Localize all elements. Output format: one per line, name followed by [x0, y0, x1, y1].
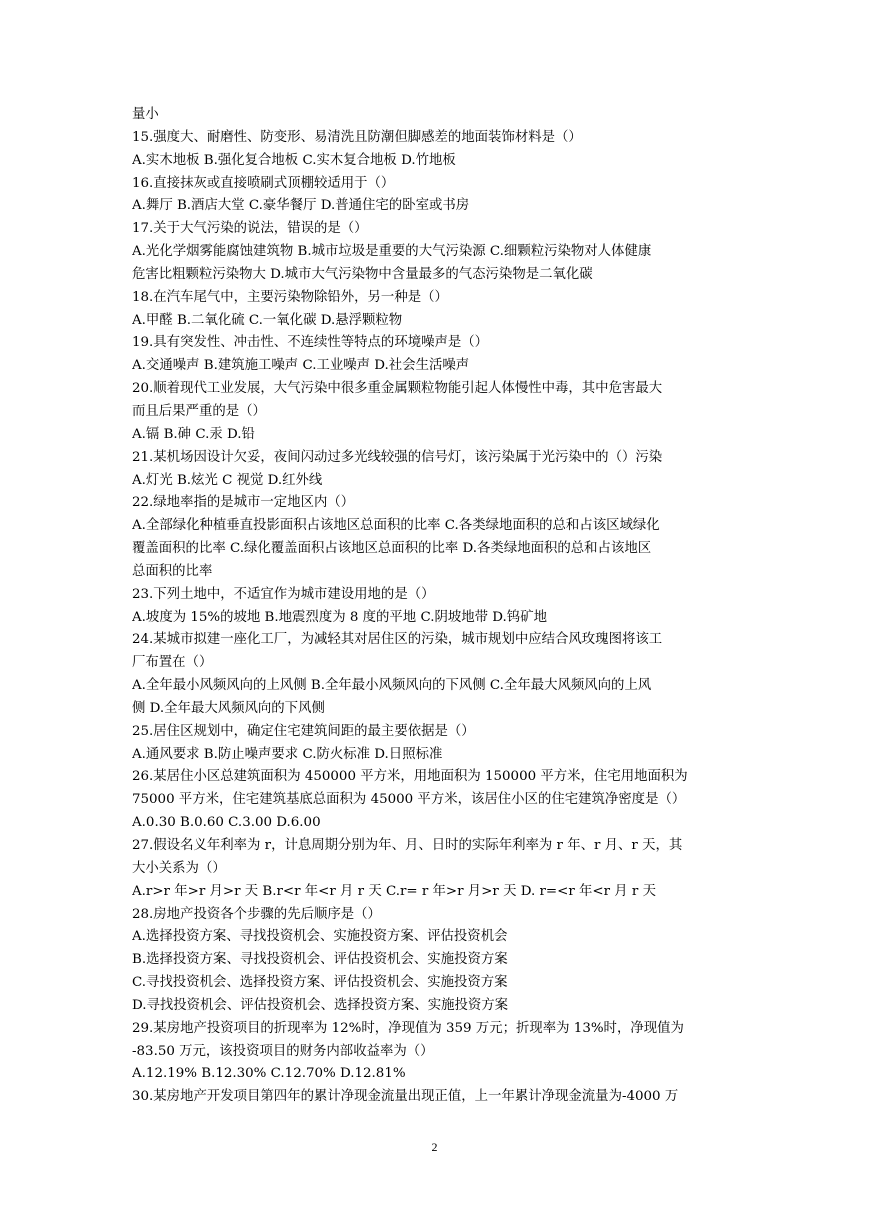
question-21-options: A.灯光 B.炫光 C 视觉 D.红外线: [132, 472, 323, 488]
question-22: 22.绿地率指的是城市一定地区内（）: [132, 495, 355, 511]
question-24-options-cont: 侧 D.全年最大风频风向的下风侧: [132, 700, 325, 716]
page-body: [132, 104, 740, 1109]
question-22-options-cont: 覆盖面积的比率 C.绿化覆盖面积占该地区总面积的比率 D.各类绿地面积的总和占该地区: [132, 541, 652, 557]
question-26-cont: 75000 平方米，住宅建筑基底总面积为 45000 平方米，该居住小区的住宅建筑净密度是（）: [132, 792, 686, 808]
question-15: 15.强度大、耐磨性、防变形、易清洗且防潮但脚感差的地面装饰材料是（）: [132, 129, 582, 145]
question-23-options: A.坡度为 15%的坡地 B.地震烈度为 8 度的平地 C.阴坡地带 D.钨矿地: [132, 609, 547, 625]
question-26: 26.某居住小区总建筑面积为 450000 平方米，用地面积为 150000 平方米，住宅用地面积为: [132, 769, 688, 785]
question-19: 19.具有突发性、冲击性、不连续性等特点的环境噪声是（）: [132, 335, 489, 351]
question-23: 23.下列土地中，不适宜作为城市建设用地的是（）: [132, 586, 435, 602]
question-18: 18.在汽车尾气中，主要污染物除铅外，另一种是（）: [132, 289, 448, 305]
question-30: 30.某房地产开发项目第四年的累计净现金流量出现正值，上一年累计净现金流量为-4000 万: [132, 1089, 679, 1105]
question-29: 29.某房地产投资项目的折现率为 12%时，净现值为 359 万元；折现率为 13%时，净现值为: [132, 1020, 684, 1036]
question-20: 20.顺着现代工业发展，大气污染中很多重金属颗粒物能引起人体慢性中毒，其中危害最大: [132, 381, 663, 397]
question-28-option-a: A.选择投资方案、寻找投资机会、实施投资方案、评估投资机会: [132, 929, 508, 945]
question-29-options: A.12.19% B.12.30% C.12.70% D.12.81%: [132, 1066, 406, 1082]
question-17: 17.关于大气污染的说法，错误的是（）: [132, 221, 368, 237]
page-number: 2: [431, 1140, 438, 1154]
question-22-options: A.全部绿化种植垂直投影面积占该地区总面积的比率 C.各类绿地面积的总和占该区域绿化: [132, 518, 660, 534]
question-17-options: A.光化学烟雾能腐蚀建筑物 B.城市垃圾是重要的大气污染源 C.细颗粒污染物对人体健康: [132, 244, 652, 260]
question-28: 28.房地产投资各个步骤的先后顺序是（）: [132, 906, 381, 922]
question-18-options: A.甲醛 B.二氧化硫 C.一氧化碳 D.悬浮颗粒物: [132, 312, 403, 328]
question-27: 27.假设名义年利率为 r，计息周期分别为年、月、日时的实际年利率为 r 年、r 月、r 天，其: [132, 838, 683, 853]
question-24-options: A.全年最小风频风向的上风侧 B.全年最小风频风向的下风侧 C.全年最大风频风向的上风: [132, 678, 652, 694]
question-25: 25.居住区规划中，确定住宅建筑间距的最主要依据是（）: [132, 723, 475, 739]
question-20-options: A.镉 B.砷 C.汞 D.铅: [132, 426, 255, 442]
question-28-option-d: D.寻找投资机会、评估投资机会、选择投资方案、实施投资方案: [132, 997, 509, 1013]
question-25-options: A.通风要求 B.防止噪声要求 C.防火标准 D.日照标准: [132, 746, 443, 762]
question-29-cont: -83.50 万元，该投资项目的财务内部收益率为（）: [132, 1043, 434, 1059]
question-16: 16.直接抹灰或直接喷刷式顶棚较适用于（）: [132, 175, 395, 191]
text-line: 量小: [132, 107, 159, 122]
question-26-options: A.0.30 B.0.60 C.3.00 D.6.00: [132, 815, 321, 831]
question-20-cont: 而且后果严重的是（）: [132, 403, 266, 419]
question-22-options-cont2: 总面积的比率: [132, 563, 213, 579]
question-17-options-cont: 危害比粗颗粒污染物大 D.城市大气污染物中含量最多的气态污染物是二氧化碳: [132, 266, 593, 282]
question-15-options: A.实木地板 B.强化复合地板 C.实木复合地板 D.竹地板: [132, 152, 456, 168]
question-24-cont: 厂布置在（）: [132, 655, 213, 671]
question-28-option-c: C.寻找投资机会、选择投资方案、评估投资机会、实施投资方案: [132, 975, 508, 991]
question-19-options: A.交通噪声 B.建筑施工噪声 C.工业噪声 D.社会生活噪声: [132, 358, 470, 374]
question-16-options: A.舞厅 B.酒店大堂 C.豪华餐厅 D.普通住宅的卧室或书房: [132, 198, 470, 214]
question-21: 21.某机场因设计欠妥，夜间闪动过多光线较强的信号灯，该污染属于光污染中的（）污染: [132, 449, 663, 465]
question-28-option-b: B.选择投资方案、寻找投资机会、评估投资机会、实施投资方案: [132, 952, 508, 968]
question-27-options: A.r>r 年>r 月>r 天 B.r<r 年<r 月 r 天 C.r= r 年>r 月>r 天 D. r=<r 年<r 月 r 天: [132, 883, 656, 899]
question-27-cont: 大小关系为（）: [132, 860, 226, 876]
question-24: 24.某城市拟建一座化工厂，为减轻其对居住区的污染，城市规划中应结合风玫瑰图将该工: [132, 632, 663, 648]
